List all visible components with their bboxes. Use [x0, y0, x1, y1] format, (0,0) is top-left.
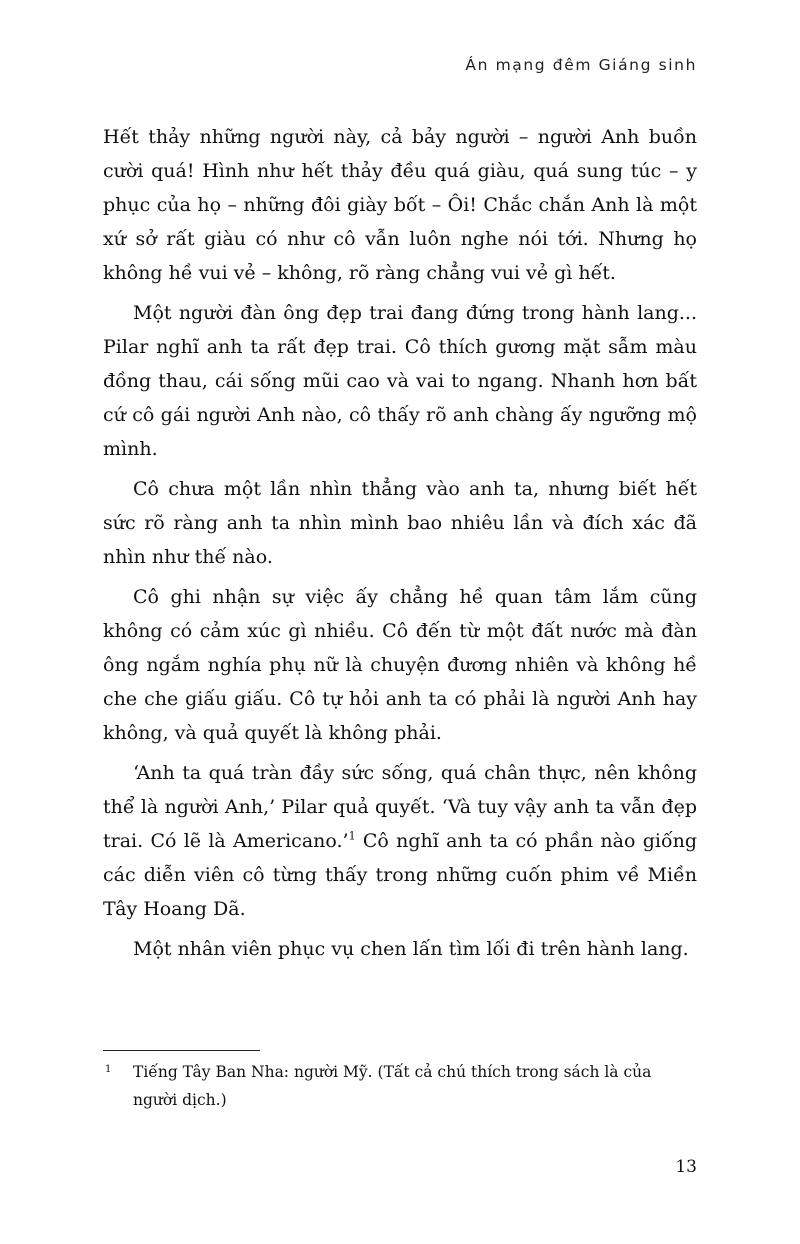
- paragraph-3: Cô chưa một lần nhìn thẳng vào anh ta, nhưng biết hết sức rõ ràng anh ta nhìn mình bao nhiêu lần và đích xác đã nhìn như thế nào.: [103, 478, 697, 568]
- paragraph-5-text: ‘Anh ta quá tràn đầy sức sống, quá chân thực, nên không thể là người Anh,’ Pilar quả quyết. ‘Và tuy vậy anh ta vẫn đẹp trai. Có lẽ là Americano.’: [103, 762, 697, 852]
- footnote-marker: 1: [105, 1064, 112, 1075]
- paragraph-1: Hết thảy những người này, cả bảy người – người Anh buồn cười quá! Hình như hết thảy đều quá giàu, quá sung túc – y phục của họ – những đôi giày bốt – Ôi! Chắc chắn Anh là một xứ sở rất giàu có như cô vẫn luôn nghe nói tới. Nhưng họ không hề vui vẻ – không, rõ ràng chẳng vui vẻ gì hết.: [103, 126, 697, 284]
- paragraph-2: Một người đàn ông đẹp trai đang đứng trong hành lang... Pilar nghĩ anh ta rất đẹp trai. Cô thích gương mặt sẫm màu đồng thau, cái sống mũi cao và vai to ngang. Nhanh hơn bất cứ cô gái người Anh nào, cô thấy rõ anh chàng ấy ngưỡng mộ mình.: [103, 302, 697, 460]
- paragraph-6: Một nhân viên phục vụ chen lấn tìm lối đi trên hành lang.: [133, 938, 689, 960]
- page-number: 13: [675, 1157, 697, 1177]
- paragraph-4: Cô ghi nhận sự việc ấy chẳng hề quan tâm lắm cũng không có cảm xúc gì nhiều. Cô đến từ một đất nước mà đàn ông ngắm nghía phụ nữ là chuyện đương nhiên và không hề che che giấu giấu. Cô tự hỏi anh ta có phải là người Anh hay không, và quả quyết là không phải.: [103, 586, 697, 744]
- paragraph-5-text-after: Cô nghĩ anh ta có phần nào giống các diễn viên cô từng thấy trong những cuốn phim về Miền Tây Hoang Dã.: [103, 830, 697, 920]
- paragraph-5: [103, 756, 697, 926]
- body-text: [103, 120, 697, 972]
- footnote-reference: 1: [348, 829, 356, 843]
- footnote-text: Tiếng Tây Ban Nha: người Mỹ. (Tất cả chú thích trong sách là của người dịch.): [133, 1063, 652, 1109]
- footnote: [103, 1058, 697, 1114]
- footnote-divider: [103, 1050, 260, 1051]
- running-header-title: Án mạng đêm Giáng sinh: [465, 56, 697, 74]
